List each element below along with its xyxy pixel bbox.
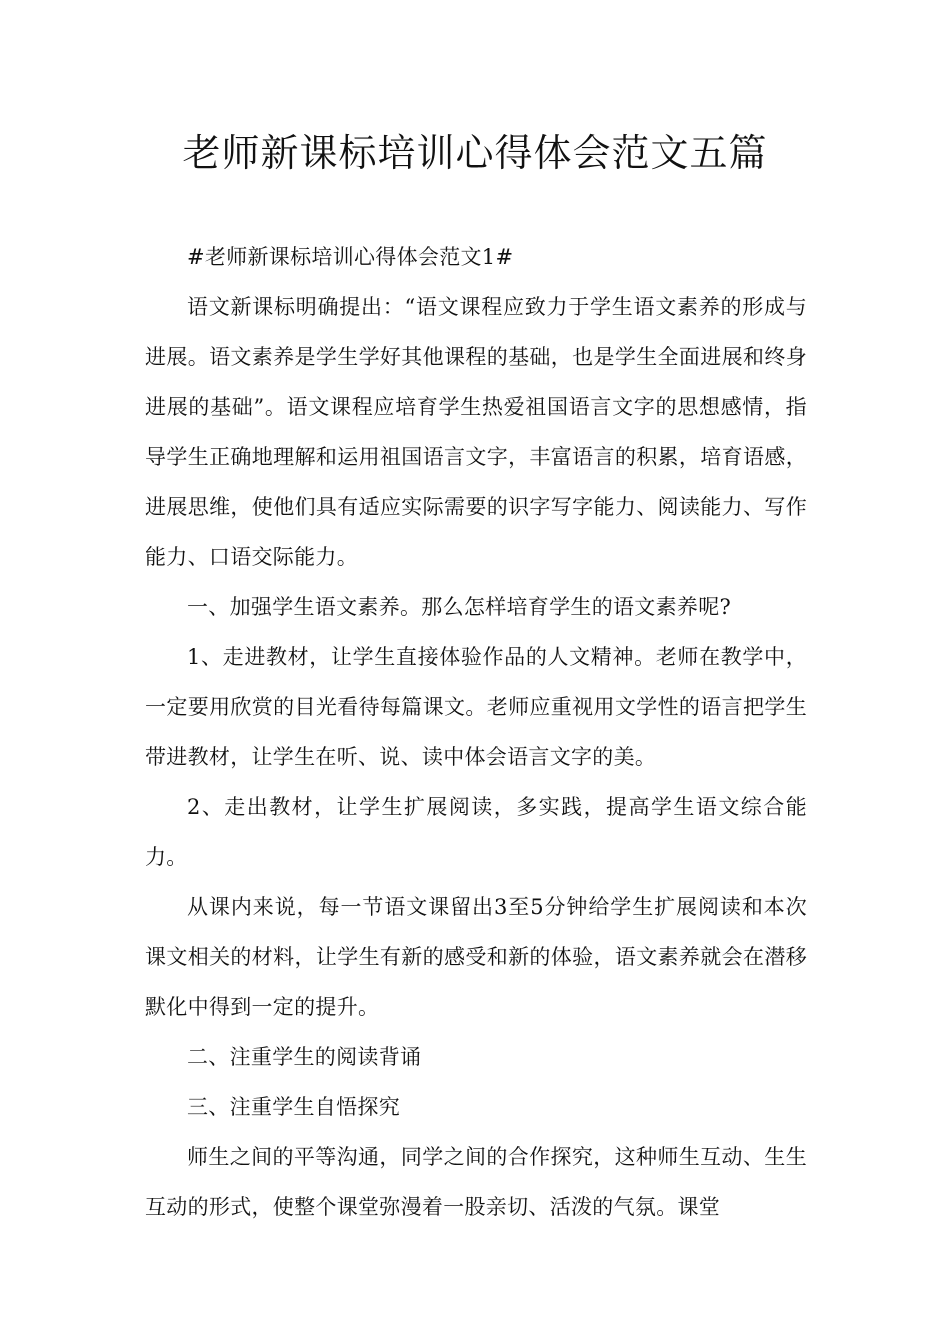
document-body <box>145 232 807 1232</box>
paragraph: 三、注重学生自悟探究 <box>187 1095 400 1119</box>
paragraph: 语文新课标明确提出：“语文课程应致力于学生语文素养的形成与进展。语文素养是学生学好其他课程的基础，也是学生全面进展和终身进展的基础”。语文课程应培育学生热爱祖国语言文字的思想感情，指导学生正确地理解和运用祖国语言文字，丰富语言的积累，培育语感，进展思维，使他们具有适应实际需要的识字写字能力、阅读能力、写作能力、口语交际能力。 <box>145 295 807 569</box>
paragraph: 1、走进教材，让学生直接体验作品的人文精神。老师在教学中，一定要用欣赏的目光看待每篇课文。老师应重视用文学性的语言把学生带进教材，让学生在听、说、读中体会语言文字的美。 <box>145 645 807 769</box>
paragraph: 从课内来说，每一节语文课留出3至5分钟给学生扩展阅读和本次课文相关的材料，让学生有新的感受和新的体验，语文素养就会在潜移默化中得到一定的提升。 <box>145 895 807 1019</box>
paragraph: 一、加强学生语文素养。那么怎样培育学生的语文素养呢? <box>187 595 732 619</box>
paragraph: 2、走出教材，让学生扩展阅读，多实践，提高学生语文综合能力。 <box>145 795 807 869</box>
paragraph: 师生之间的平等沟通，同学之间的合作探究，这种师生互动、生生互动的形式，使整个课堂弥漫着一股亲切、活泼的气氛。课堂 <box>145 1145 807 1219</box>
section-heading: #老师新课标培训心得体会范文1# <box>187 245 514 269</box>
paragraph: 二、注重学生的阅读背诵 <box>187 1045 422 1069</box>
document-title: 老师新课标培训心得体会范文五篇 <box>182 131 768 175</box>
